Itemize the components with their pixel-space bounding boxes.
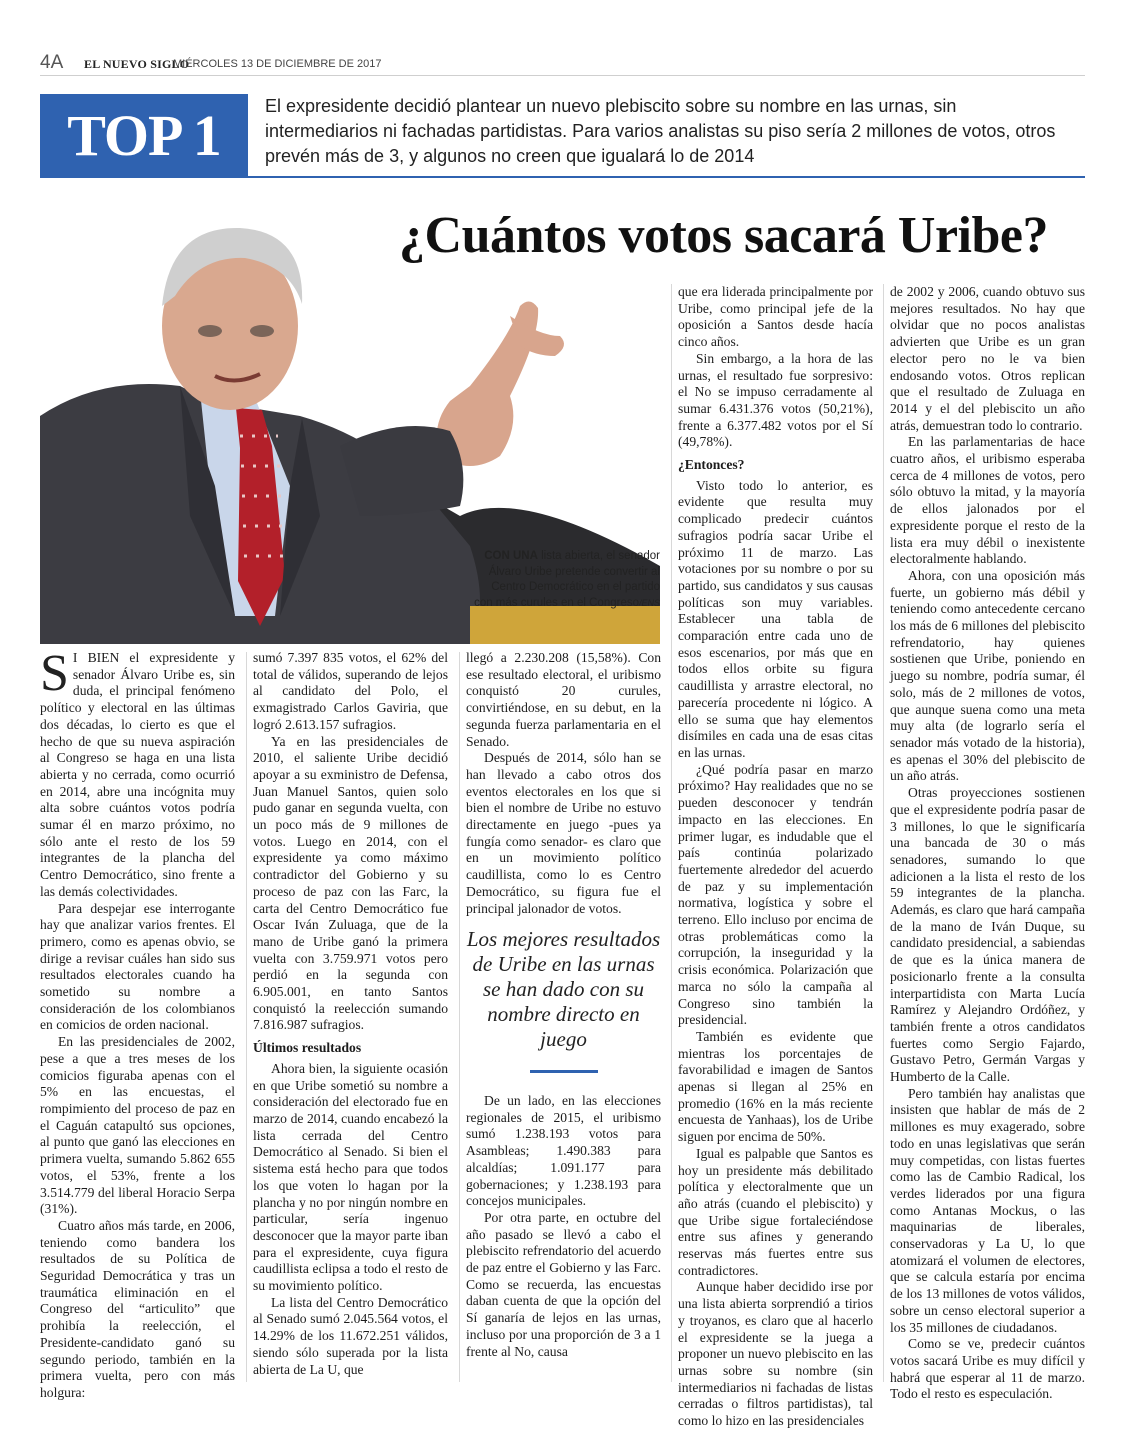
paragraph: ¿Qué podría pasar en marzo próximo? Hay realidades que no se pueden desconocer y tendrán impacto en las elecciones. En primer lugar, es indudable que el país continúa polarizado fuertemente alrededor del acuerdo de paz y su implementación normativa, logística y sobre el terreno. Ello incluso por encima de otras problemáticas como la corrupción, la inseguridad y la crisis económica. Polarización que marca no sólo la campaña al Congreso sino también la presidencial. [678,761,873,1028]
banner-rule [40,176,1085,178]
paragraph: de 2002 y 2006, cuando obtuvo sus mejores resultados. No hay que olvidar que no pocos analistas advierten que Uribe es un gran elector pero no le va bien endosando votos. Otros replican que el resultado de Zuluaga en 2014 y el del plebiscito un año atrás, demuestran todo lo contrario. [890,284,1085,433]
paragraph: Después de 2014, sólo han se han llevado a cabo otros dos eventos electorales en los que si bien el nombre de Uribe no estuvo directamente en juego -pues ya fungía como senador- es claro que en un movimiento político caudillista, como lo es Centro Democrático, su figura fue el principal jalonador de votos. [466,750,661,916]
paragraph: En las presidenciales de 2002, pese a que a tres meses de los comicios figuraba apenas con el 5% en las encuestas, el rompimiento del proceso de paz en el Caguán catapultó sus opciones, al punto que ganó las elecciones en primera vuelta, sumando 5.862 655 votos, el 53%, frente a los 3.514.779 del liberal Horacio Serpa (31%). [40,1034,235,1217]
paragraph: Otras proyecciones sostienen que el expresidente podría pasar de 3 millones, lo que le significaría una bancada de 30 o más senadores, sumando lo que adicionen a la lista el resto de los 59 integrantes de la plancha. Además, es claro que hará campaña de la mano de Iván Duque, su candidato presidencial, a sabiendas de que es la única manera de posicionarlo frente a la consulta interpartidista con Marta Lucía Ramírez y Alejandro Ordóñez, y también frente a otros candidatos fuertes como Sergio Fajardo, Gustavo Petro, Germán Vargas y Humberto de la Calle. [890,785,1085,1085]
paragraph: llegó a 2.230.208 (15,58%). Con ese resultado electoral, el uribismo conquistó 20 curules, convirtiéndose, en su debut, en la segunda fuerza parlamentaria en el Senado. [466,650,661,749]
masthead: EL NUEVO SIGLO [84,57,190,71]
paragraph: Como se ve, predecir cuántos votos sacará Uribe es muy difícil y habrá que esperar al 11 de marzo. Todo el resto es especulación. [890,1336,1085,1402]
column-divider [883,284,884,1382]
paragraph: De un lado, en las elecciones regionales de 2015, el uribismo sumó 1.238.193 votos para Asambleas; 1.490.383 para alcaldías; 1.091.177 para gobernaciones; y 1.238.193 para concejos municipales. [466,1093,661,1209]
paragraph: Sin embargo, a la hora de las urnas, el resultado fue sorpresivo: el No se impuso cerradamente al sumar 6.431.376 votos (50,21%), frente a 6.377.482 votos por el Sí (49,78%). [678,350,873,450]
paragraph: La lista del Centro Democrático al Senado sumó 2.045.564 votos, el 14.29% de los 11.672.251 válidos, siendo sólo superada por la lista abierta de La U, que [253,1294,448,1377]
article-column-3b [466,1093,661,1360]
photo-caption [470,549,660,611]
paragraph [40,645,235,901]
banner-blurb: El expresidente decidió plantear un nuevo plebiscito sobre su nombre en las urnas, sin intermediarios ni fachadas partidistas. Para varios analistas su piso sería 2 millones de votos, otros prevén más de 3, y algunos no creen que igualará lo de 2014 [265,96,1056,166]
paragraph: En las parlamentarias de hace cuatro años, el uribismo esperaba cerca de 4 millones de votos, pero sólo obtuvo la mitad, y la mayoría de ellos jalonados por el expresidente porque el resto de la lista era muy débil o inexistente electoralmente hablando. [890,434,1085,567]
paragraph: Cuatro años más tarde, en 2006, teniendo como bandera los resultados de su Política de Seguridad Democrática y tras un traumática eliminación en el Congreso del “articulito” que prohibía la reelección, el Presidente-candidato ganó su segundo periodo, también en la primera vuelta, pero con más holgura: [40,1217,235,1400]
headline: ¿Cuántos votos sacará Uribe? [399,207,1048,264]
column-divider [246,652,247,1382]
column-divider [671,284,672,1382]
column-divider [459,652,460,1382]
paragraph: Igual es palpable que Santos es hoy un presidente más debilitado política y electoralmente que un año atrás (cuando el plebiscito) y que Uribe sigue fortaleciéndose entre sus afines y generando reservas más fuertes entre sus contradictores. [678,1145,873,1278]
paragraph: Ahora bien, la siguiente ocasión en que Uribe sometió su nombre a consideración del electorado fue en marzo de 2014, cuando encabezó la lista cerrada del Centro Democrático al Senado. Si bien el sistema está hecho para que todos los que voten lo hagan por la plancha y no por ningún nombre en particular, sería ingenuo desconocer que la mayor parte iban para el expresidente, cuya figura caudillista eclipsa a todo el resto de su movimiento político. [253,1060,448,1294]
paragraph-text: I BIEN el expresidente y senador Álvaro Uribe es, sin duda, el principal fenómeno político y electoral en las últimas dos décadas, lo cierto es que el hecho de que su nueva aspiración al Congreso se haga en una lista abierta y no cerrada, como ocurrió en 2014, abre una incógnita muy alta sobre cuántos votos podría sumar él en marzo próximo, no sólo ante el resto de los 59 integrantes de la plancha del Centro Democrático, sino frente a las demás colectividades. [40,650,235,899]
paragraph: Aunque haber decidido irse por una lista abierta sorprendió a tirios y troyanos, es claro que al hacerlo el expresidente se la juega a proponer un nuevo plebiscito en las urnas sobre su nombre (sin intermediarios ni fachadas de listas cerradas o filtros partidistas), tal como lo hizo en las presidenciales [678,1279,873,1429]
paragraph: que era liderada principalmente por Uribe, como principal jefe de la oposición a Santos desde hacía cinco años. [678,284,873,350]
paragraph: Ya en las presidenciales de 2010, el saliente Uribe decidió apoyar a su exministro de Defensa, Juan Manuel Santos, quien solo pudo ganar en segunda vuelta, con un poco más de 9 millones de votos. Luego en 2014, con el expresidente ya como máximo contradictor del Gobierno y su proceso de paz con las Farc, la carta del Centro Democrático fue Oscar Iván Zuluaga, que de la mano de Uribe ganó la primera vuelta con 3.759.971 votos pero perdió en la segunda con 6.905.001, en tanto Santos conquistó la reelección sumando 7.816.987 sufragios. [253,733,448,1033]
article-column-3 [466,650,661,917]
paragraph: Ahora, con una oposición más fuerte, un gobierno más débil y teniendo como antecedente cercano los más de 6 millones del plebiscito refrendatorio, hay quienes sostienen que Uribe, poniendo en juego su nombre, podría sumar, él solo, más de 2 millones de votos, que aunque suena como una meta muy alta (de lograrlo sería el senador más votado de la historia), es apenas el 30% del plebiscito de un año atrás. [890,567,1085,784]
subhead: ¿Entonces? [678,457,745,473]
caption-text: lista abierta, el senador Álvaro Uribe pretende convertir al Centro Democrático en el partido con más curules en el Congreso [474,550,660,609]
article-column-1 [40,645,235,1402]
top-label: TOP 1 [40,94,248,176]
drop-cap: S [40,645,69,702]
subhead: Últimos resultados [253,1040,362,1056]
photo-credit: /ENS [638,597,660,608]
paragraph: Por otra parte, en octubre del año pasado se llevó a cabo el plebiscito refrendatorio del acuerdo de paz entre el Gobierno y las Farc. Como se recuerda, las encuestas daban cuenta de que la opción del Sí ganaría de lejos en las urnas, incluso por una proporción de 3 a 1 frente al No, causa [466,1209,661,1359]
caption-lead: CON UNA [484,550,538,562]
paragraph: sumó 7.397 835 votos, el 62% del total de válidos, superando de lejos al candidato del Polo, el exmagistrado Carlos Gaviria, que logró 2.613.157 sufragios. [253,650,448,732]
paragraph: Pero también hay analistas que insisten que hablar de más de 2 millones es muy exagerado, sobre todo en unas legislativas que serán muy competidas, con listas fuertes como las de Cambio Radical, los verdes liderados por una figura como Antanas Mockus, o las maquinarias de liberales, conservadoras y La U, lo que atomizará el volumen de electores, que se calcula estaría por encima de los 13 millones de votos válidos, sobre un censo electoral superior a los 35 millones de ciudadanos. [890,1085,1085,1335]
page-header [40,48,1085,76]
pull-quote: Los mejores resultados de Uribe en las urnas se han dado con su nombre directo en juego [466,927,661,1051]
page-number: 4A [40,52,64,73]
paragraph: También es evidente que mientras los porcentajes de favorabilidad e imagen de Santos apenas si llegan al 25% en promedio (16% en la más reciente encuesta de Yanhaas), los de Uribe siguen por encima de 50%. [678,1028,873,1145]
dateline: MIÉRCOLES 13 DE DICIEMBRE DE 2017 [173,58,382,70]
article-column-2 [253,650,448,1378]
paragraph: Visto todo lo anterior, es evidente que resulta muy complicado predecir cuántos sufragios podría sacar Uribe el próximo 11 de marzo. Las votaciones por su nombre o por su partido, sus candidatos y sus causas políticas son muy variables. Establecer una tabla de comparación entre cada uno de esos escenarios, por más que en todos ellos orbite su figura caudillista y arrastre electoral, no parecería procedente ni lógico. A ello se suma que hay elementos disímiles en cada una de esas citas en las urnas. [678,477,873,760]
paragraph: Para despejar ese interrogante hay que analizar varios frentes. El primero, como es apenas obvio, se dirige a revisar cuáles han sido sus resultados electorales cuando ha sometido su nombre a consideración de los colombianos en comicios de orden nacional. [40,900,235,1033]
pull-quote-rule [530,1070,598,1073]
article-column-4 [678,284,873,1430]
article-column-5 [890,284,1085,1403]
